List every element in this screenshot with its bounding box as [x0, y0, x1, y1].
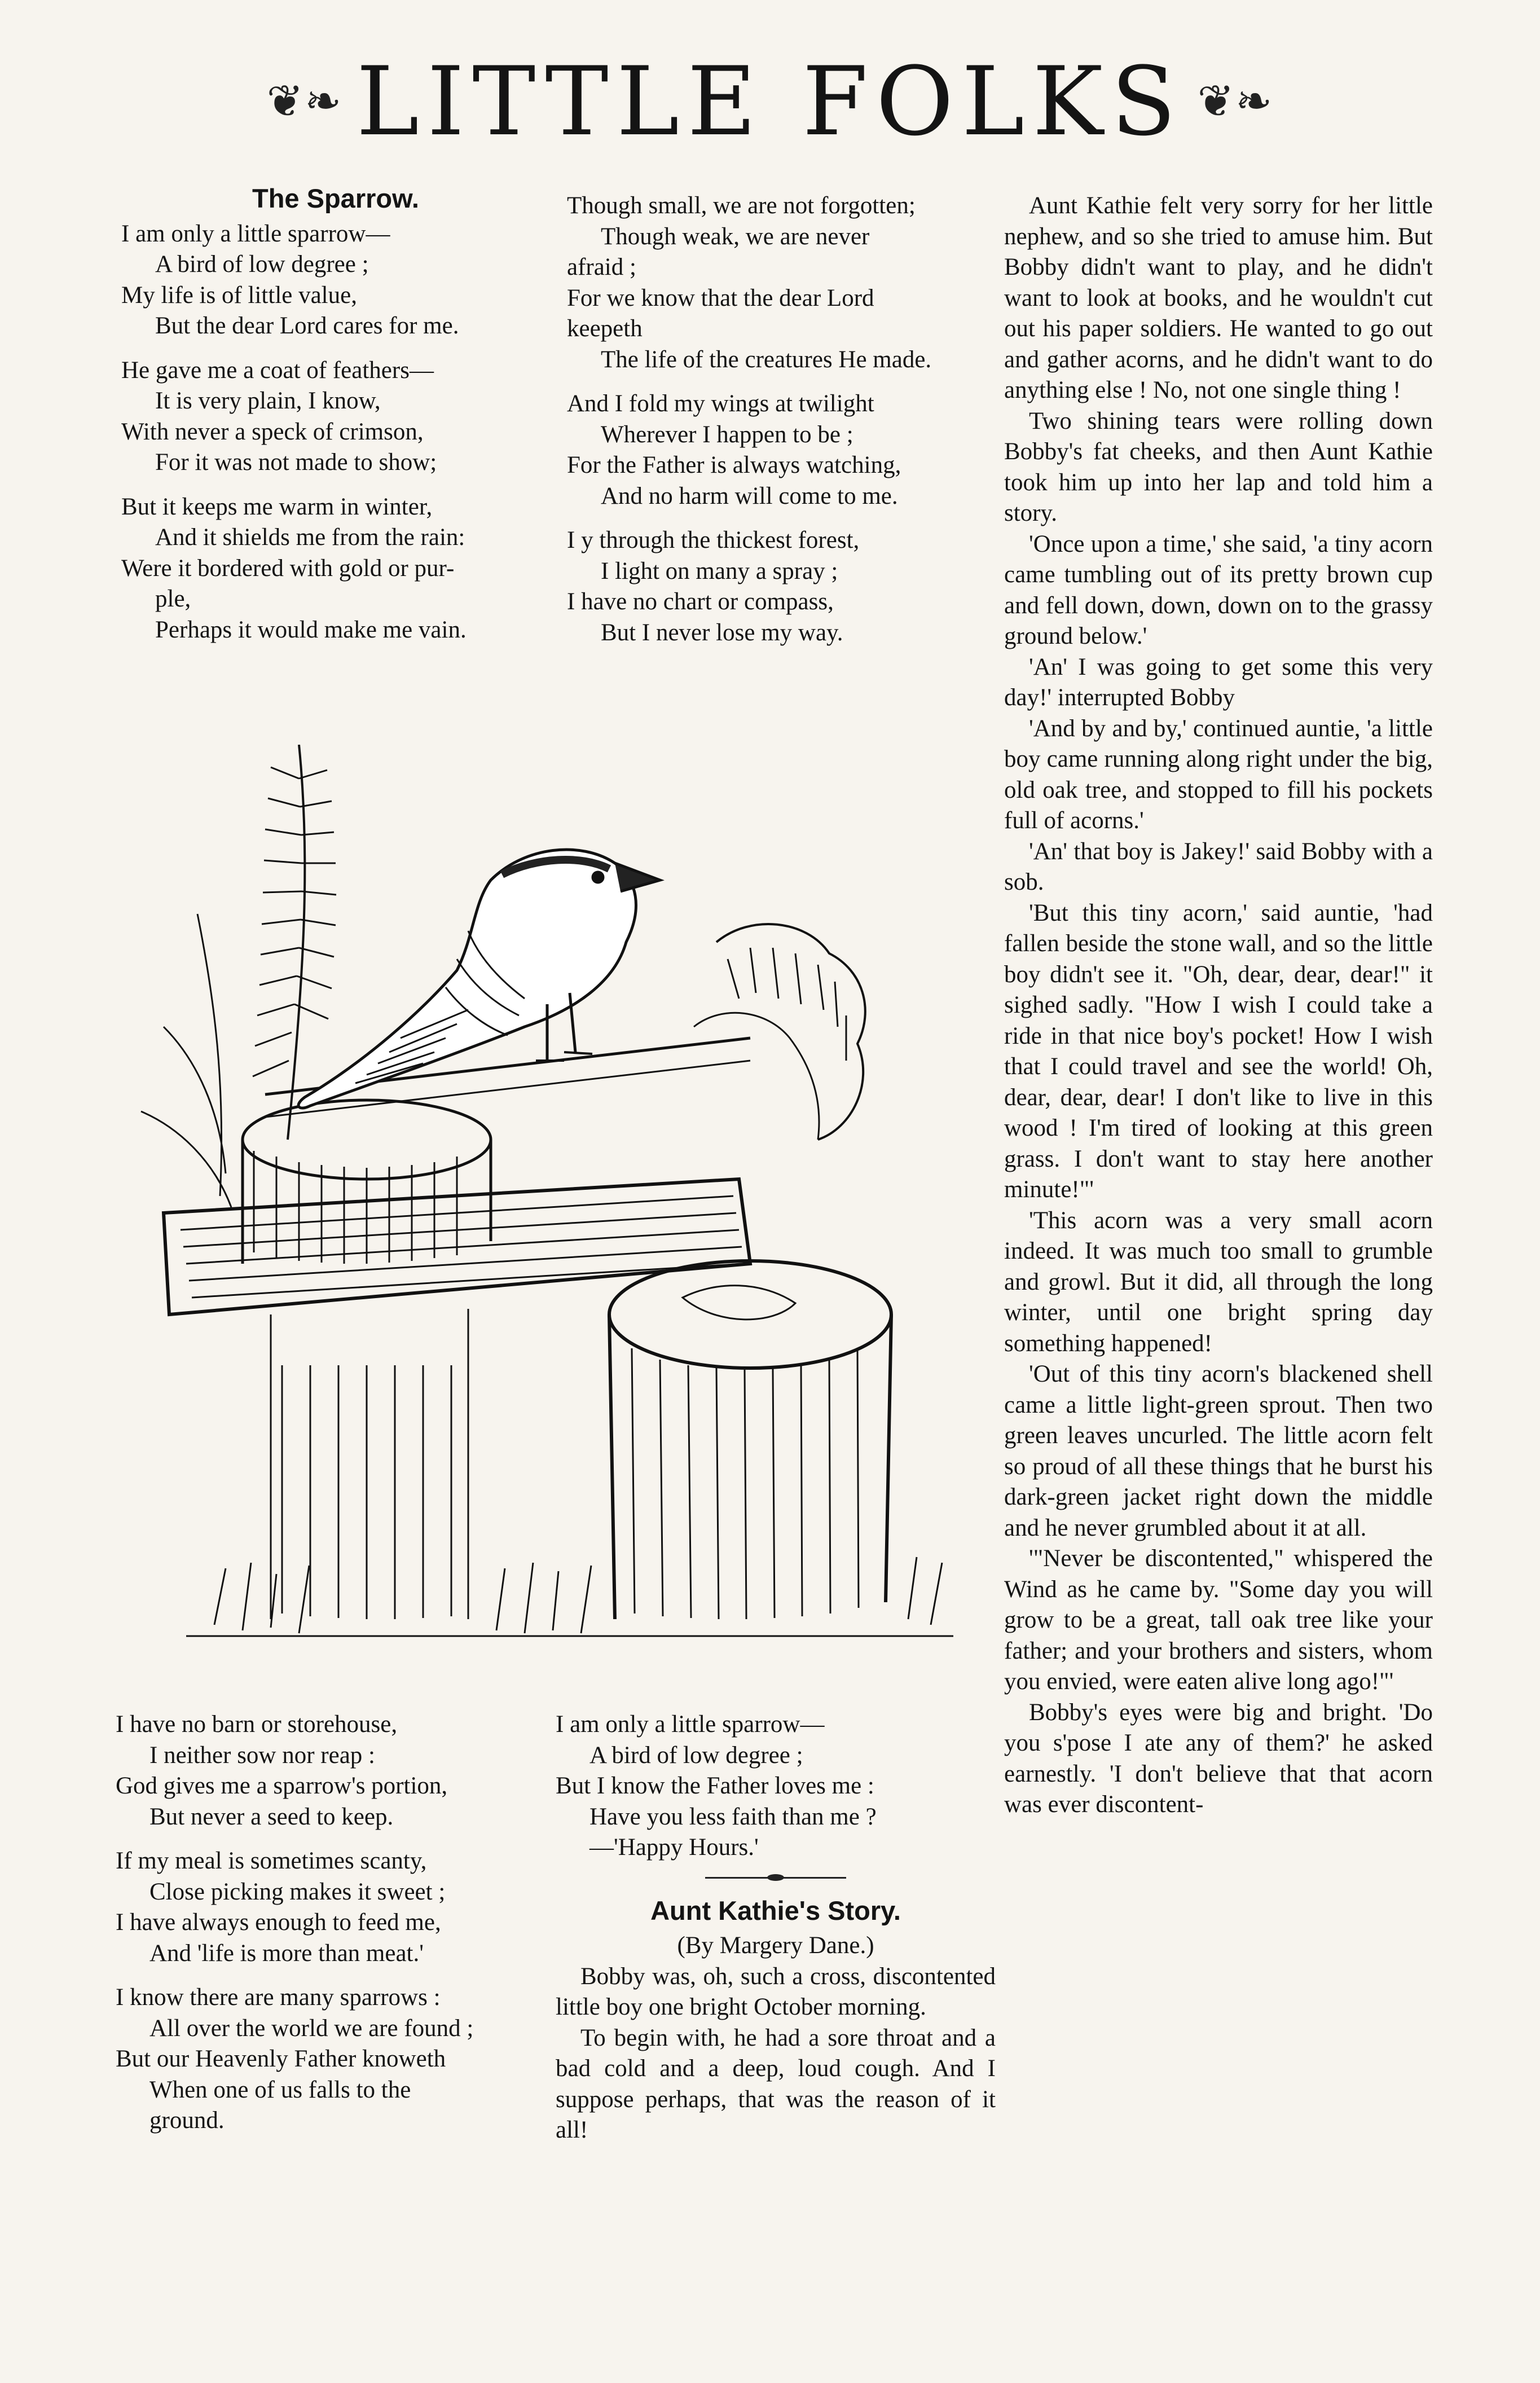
poem-line: And it shields me from the rain: — [155, 524, 465, 551]
poem-line: ground. — [149, 2107, 225, 2134]
story-paragraph: 'This acorn was a very small acorn indeed. It was much too small to grumble and growl. But it did, all through the long winter, until one bright spring day something happened! — [1004, 1207, 1433, 1357]
poem-line: A bird of low degree ; — [155, 251, 369, 278]
story-paragraph: 'An' that boy is Jakey!' said Bobby with a sob. — [1004, 838, 1433, 895]
poem-line: He gave me a coat of feathers— — [121, 357, 434, 384]
poem-stanza — [121, 219, 550, 342]
poem-line: When one of us falls to the — [149, 2076, 411, 2103]
story-column-2-text — [556, 1962, 996, 2146]
poem-line: Perhaps it would make me vain. — [155, 616, 467, 643]
poem-line: I have no chart or compass, — [567, 588, 834, 615]
poem-line: But never a seed to keep. — [149, 1803, 394, 1830]
poem-line: A bird of low degree ; — [589, 1742, 803, 1769]
sparrow-illustration — [130, 745, 987, 1681]
ornament-right-icon: ❦❧ — [1197, 77, 1274, 126]
poem-line: I know there are many sparrows : — [116, 1984, 441, 2011]
poem-line: For the Father is always watching, — [567, 452, 901, 478]
poem-line: And 'life is more than meat.' — [149, 1940, 424, 1967]
poem-line: For it was not made to show; — [155, 449, 437, 476]
poem-stanza — [556, 1709, 996, 1863]
poem-column-2-top — [567, 191, 1001, 662]
poem-line: I light on many a spray ; — [601, 557, 838, 584]
story-byline: (By Margery Dane.) — [677, 1932, 874, 1959]
masthead — [0, 48, 1540, 155]
poem-line: I have always enough to feed me, — [116, 1909, 441, 1936]
poem-line: It is very plain, I know, — [155, 388, 381, 414]
story-paragraph: 'Out of this tiny acorn's blackened shell came a little light-green sprout. Then two green leaves uncurled. The little acorn felt so proud of all these things that he burst his dark-green jacket right down the middle and he never grumbled about it at all. — [1004, 1361, 1433, 1541]
story-paragraph: 'But this tiny acorn,' said auntie, 'had fallen beside the stone wall, and so the little boy didn't see it. "Oh, dear, dear, dear!" it sighed sadly. "How I wish I could take a ride in that nice boy's pocket! How I wish that I could travel and see the world! Oh, dear, dear, dear! I don't like to live in this wood ! I'm tired of looking at this green grass. I don't want to stay here another minute!"' — [1004, 899, 1433, 1203]
poem-line: All over the world we are found ; — [149, 2015, 474, 2042]
poem-line: And I fold my wings at twilight — [567, 390, 874, 417]
poem-line: But I know the Father loves me : — [556, 1773, 874, 1799]
poem-column-1-top — [121, 183, 550, 659]
poem-line: My life is of little value, — [121, 282, 357, 309]
poem-line: For we know that the dear Lord — [567, 284, 874, 311]
poem-stanza — [121, 355, 550, 478]
poem-line: But I never lose my way. — [601, 619, 843, 646]
poem-column-2-bottom — [556, 1709, 996, 2146]
poem-stanza — [116, 1982, 556, 2136]
story-column-3-text — [1004, 191, 1433, 1821]
poem-line: Though small, we are not forgotten; — [567, 192, 916, 219]
poem-line: I neither sow nor reap : — [149, 1742, 375, 1769]
poem-line: ple, — [155, 586, 191, 612]
poem-title: The Sparrow. — [252, 183, 419, 213]
poem-stanza — [116, 1846, 556, 1969]
poem-stanza — [567, 191, 1001, 375]
poem-line: afraid ; — [567, 254, 636, 280]
poem-line: With never a speck of crimson, — [121, 418, 424, 445]
poem-line: But it keeps me warm in winter, — [121, 493, 433, 520]
story-paragraph: Bobby's eyes were big and bright. 'Do you s'pose I ate any of them?' he asked earnestly. 'I don't believe that that acorn was ever discontent- — [1004, 1699, 1433, 1818]
story-paragraph: Two shining tears were rolling down Bobby's fat cheeks, and then Aunt Kathie took him up into her lap and told him a story. — [1004, 407, 1433, 526]
poem-line: I am only a little sparrow— — [556, 1711, 825, 1738]
story-paragraph: '"Never be discontented," whispered the Wind as he came by. "Some day you will grow to be a great, tall oak tree like your father; and your brothers and sisters, whom you envied, were eaten alive long ago!"' — [1004, 1545, 1433, 1695]
story-paragraph: 'And by and by,' continued auntie, 'a little boy came running along right under the big, old oak tree, and stopped to fill his pockets full of acorns.' — [1004, 715, 1433, 834]
poem-line: Close picking makes it sweet ; — [149, 1878, 446, 1905]
poem-line: —'Happy Hours.' — [589, 1834, 759, 1861]
ornament-left-icon: ❦❧ — [266, 77, 343, 126]
poem-stanza — [567, 525, 1001, 648]
poem-line: God gives me a sparrow's portion, — [116, 1773, 448, 1799]
poem-line: I have no barn or storehouse, — [116, 1711, 398, 1738]
poem-line: The life of the creatures He made. — [601, 346, 932, 373]
story-paragraph: Aunt Kathie felt very sorry for her little nephew, and so she tried to amuse him. But Bobby didn't want to play, and he didn't want to look at books, and he wouldn't cut out his paper soldiers. He wanted to go out and gather acorns, and he didn't want to do anything else ! No, not one single thing ! — [1004, 192, 1433, 403]
poem-stanza — [121, 492, 550, 646]
poem-line: But the dear Lord cares for me. — [155, 313, 459, 339]
poem-line: Have you less faith than me ? — [589, 1803, 877, 1830]
poem-line: But our Heavenly Father knoweth — [116, 2046, 446, 2072]
poem-line: I y through the thickest forest, — [567, 527, 860, 553]
poem-line: keepeth — [567, 315, 643, 342]
poem-stanza — [567, 389, 1001, 512]
story-paragraph: Bobby was, oh, such a cross, discontented little boy one bright October morning. — [556, 1963, 996, 2020]
story-title: Aunt Kathie's Story. — [650, 1895, 901, 1925]
poem-line: Were it bordered with gold or pur- — [121, 555, 455, 582]
masthead-title: LITTLE FOLKS — [356, 46, 1184, 157]
story-column-3 — [1004, 191, 1433, 1821]
poem-line: And no harm will come to me. — [601, 482, 898, 509]
poem-line: I am only a little sparrow— — [121, 220, 390, 247]
poem-line: Though weak, we are never — [601, 223, 870, 250]
story-paragraph: 'Once upon a time,' she said, 'a tiny acorn came tumbling out of its pretty brown cup and fell down, down, down on to the grassy ground below.' — [1004, 530, 1433, 649]
story-paragraph: To begin with, he had a sore throat and a bad cold and a deep, loud cough. And I suppose perhaps, that was the reason of it all! — [556, 2024, 996, 2143]
section-divider — [705, 1877, 846, 1879]
poem-stanza — [116, 1709, 556, 1832]
poem-line: If my meal is sometimes scanty, — [116, 1848, 427, 1874]
story-paragraph: 'An' I was going to get some this very day!' interrupted Bobby — [1004, 653, 1433, 711]
poem-line: Wherever I happen to be ; — [601, 421, 853, 448]
poem-column-1-bottom — [116, 1709, 556, 2150]
